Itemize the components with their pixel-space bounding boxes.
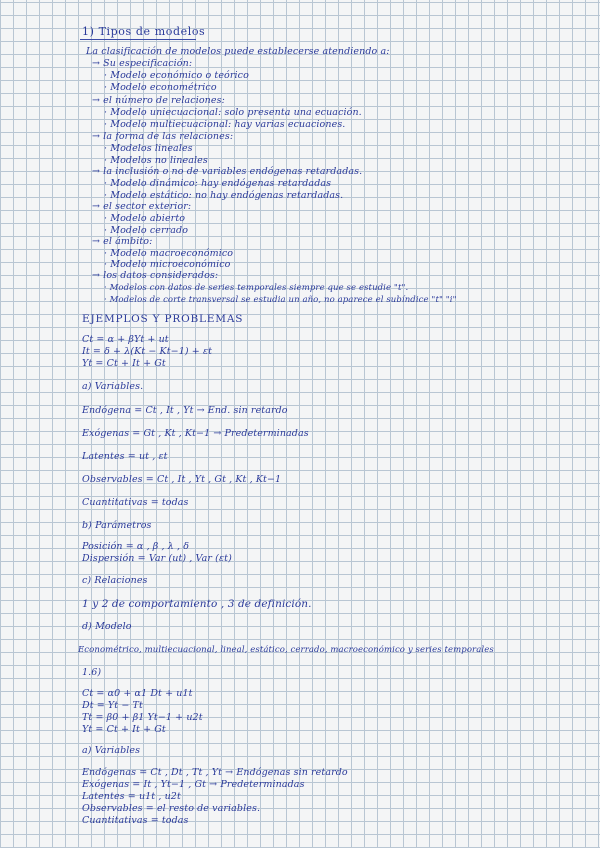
position-line: Posición = α , β , λ , δ (82, 541, 190, 552)
relations-heading: → el número de relaciones: (92, 95, 225, 106)
exercise-eq-2: Dt = Yt − Tt (82, 700, 143, 711)
spec-item-2: · Modelo econométrico (104, 82, 217, 93)
relations-subheading: c) Relaciones (82, 575, 148, 586)
latent-line: Latentes = ut , εt (82, 451, 168, 462)
exterior-heading: → el sector exterior: (92, 201, 192, 212)
inclusion-heading: → la inclusión o no de variables endógenas retardadas. (92, 166, 363, 177)
relations-item-2: · Modelo multiecuacional: hay varias ecuaciones. (104, 119, 346, 130)
exercise-eq-1: Ct = α0 + α1 Dt + u1t (82, 688, 193, 699)
exercise-variables-heading: a) Variables (82, 745, 141, 756)
title-underline (80, 39, 196, 40)
exercise-observable-line: Observables = el resto de variables. (82, 803, 261, 814)
relations-item-1: · Modelo uniecuacional: solo presenta una ecuación. (104, 107, 362, 118)
exterior-item-1: · Modelo abierto (104, 213, 186, 224)
dispersion-line: Dispersión = Var (ut) , Var (εt) (82, 553, 232, 564)
quantitative-line: Cuantitativas = todas (82, 497, 189, 508)
data-item-1: · Modelos con datos de series temporales siempre que se estudie "t". (104, 283, 409, 293)
variables-heading: a) Variables. (82, 381, 144, 392)
examples-heading: EJEMPLOS Y PROBLEMAS (82, 313, 244, 325)
scope-heading: → el ámbito: (92, 236, 153, 247)
inclusion-item-1: · Modelo dinámico: hay endógenas retardadas (104, 178, 332, 189)
exercise-eq-4: Yt = Ct + It + Gt (82, 724, 166, 735)
exercise-endogenous-line: Endógenas = Ct , Dt , Tt , Yt → Endógenas sin retardo (82, 767, 348, 778)
exogenous-line: Exógenas = Gt , Kt , Kt−1 → Predeterminadas (82, 428, 309, 439)
observable-line: Observables = Ct , It , Yt , Gt , Kt , Kt−1 (82, 474, 282, 485)
exterior-item-2: · Modelo cerrado (104, 225, 189, 236)
intro-line: La clasificación de modelos puede establecerse atendiendo a: (86, 46, 390, 57)
scope-item-1: · Modelo macroeconómico (104, 248, 234, 259)
exercise-latent-line: Latentes = u1t , u2t (82, 791, 181, 802)
endogenous-line: Endógena = Ct , It , Yt → End. sin retardo (82, 405, 288, 416)
spec-heading: → Su especificación: (92, 58, 193, 69)
exercise-eq-3: Tt = β0 + β1 Yt−1 + u2t (82, 712, 203, 723)
form-heading: → la forma de las relaciones: (92, 131, 234, 142)
relations-line: 1 y 2 de comportamiento , 3 de definición. (82, 598, 312, 610)
inclusion-item-2: · Modelo estático: no hay endógenas retardadas. (104, 190, 344, 201)
data-heading: → los datos considerados: (92, 270, 219, 281)
model-line: Econométrico, multiecuacional, lineal, estático, cerrado, macroeconómico y series temporales (78, 645, 494, 655)
equation-3: Yt = Ct + It + Gt (82, 358, 166, 369)
data-item-2: · Modelos de corte transversal se estudia un año, no aparece el subíndice "t" "i" (104, 295, 457, 305)
form-item-1: · Modelos lineales (104, 143, 193, 154)
exercise-quantitative-line: Cuantitativas = todas (82, 815, 189, 826)
model-heading: d) Modelo (82, 621, 132, 632)
form-item-2: · Modelos no lineales (104, 155, 208, 166)
spec-item-1: · Modelo económico o teórico (104, 70, 249, 81)
parameters-heading: b) Parámetros (82, 520, 152, 531)
exercise-exogenous-line: Exógenas = It , Yt−1 , Gt → Predeterminadas (82, 779, 305, 790)
equation-1: Ct = α + βYt + ut (82, 334, 169, 345)
exercise-number: 1.6) (82, 667, 102, 678)
equation-2: It = δ + λ(Kt − Kt−1) + εt (82, 346, 213, 357)
scope-item-2: · Modelo microeconómico (104, 259, 231, 270)
page-title: 1) Tipos de modelos (82, 25, 206, 38)
